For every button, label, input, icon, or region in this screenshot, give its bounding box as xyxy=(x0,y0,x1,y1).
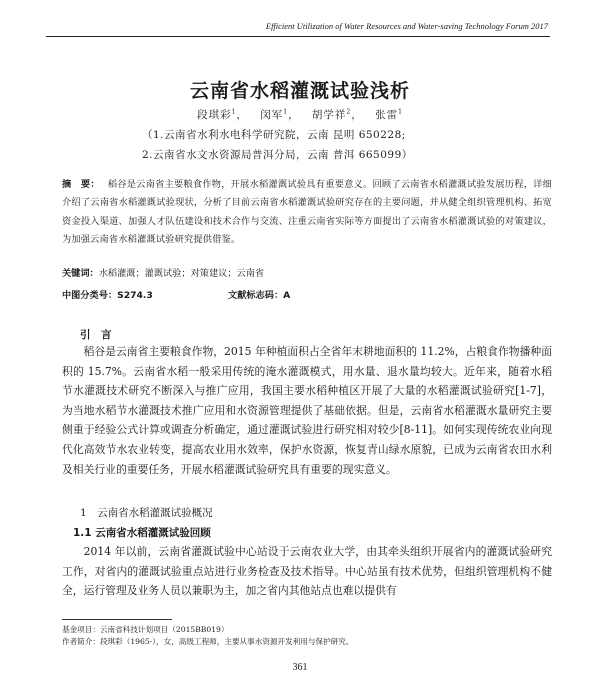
section-heading-intro: 引 言 xyxy=(80,329,112,341)
author-list xyxy=(0,107,600,122)
journal-header: Efficient Utilization of Water Resources and Water-saving Technology Forum 2017 xyxy=(265,21,548,31)
author: 段琪彩$^1$， xyxy=(197,108,248,121)
clc-number: 中图分类号：S274.3 xyxy=(62,290,153,301)
author: 张雷$^1$ xyxy=(375,108,403,121)
abstract-text: 稻谷是云南省主要粮食作物，开展水稻灌溉试验具有重要意义。回顾了云南省水稻灌溉试验发展历程，详细介绍了云南省水稻灌溉试验现状，分析了目前云南省水稻灌溉试验研究存在的主要问题，并从健全组织管理机构、拓宽资金投入渠道、加强人才队伍建设和技术合作与交流、注重云南省实际等方面提出了云南省水稻灌溉试验的对策建议，为加强云南省水稻灌溉试验研究提供借鉴。 xyxy=(62,179,552,245)
header-rule xyxy=(46,36,550,37)
footnote-author-bio: 作者简介：段琪彩（1965-），女，高级工程师，主要从事水资源开发利用与保护研究。 xyxy=(62,637,354,646)
abstract xyxy=(62,176,552,249)
keywords xyxy=(62,265,264,279)
classification-line xyxy=(62,287,290,301)
page-number: 361 xyxy=(292,662,308,673)
subsection-heading-1-1: 1.1 云南省水稻灌溉试验回顾 xyxy=(73,527,211,539)
affiliation: 2.云南省水文水资源局普洱分局，云南 普洱 665099） xyxy=(142,149,413,161)
author: 闵军$^1$， xyxy=(260,108,300,121)
document-code: 文献标志码：A xyxy=(228,290,291,301)
intro-paragraph: 稻谷是云南省主要粮食作物，2015 年种植面积占全省年末耕地面积的 11.2%，占粮食作物播种面积的 15.7%。云南省水稻一般采用传统的淹水灌溉模式，用水量、退水量均较大。近年来，随着水稻节水灌溉技术研究不断深入与推广应用，我国主要水稻种植区开展了大量的水稻灌溉试验研究[1-7]，为当地水稻节水灌溉技术推广应用和水资源管理提供了基础依据。但是，云南省水稻灌溉水量研究主要侧重于经验公式计算或调查分析确定，通过灌溉试验进行研究相对较少[8-11]。如何实现传统农业向现代化高效节水农业转变，提高农业用水效率，保护水资源，恢复青山绿水原貌，已成为云南省农田水利及相关行业的重要任务，开展水稻灌溉试验研究具有重要的现实意义。 xyxy=(62,345,552,476)
section-heading-1: 1 云南省水稻灌溉试验概况 xyxy=(80,507,213,519)
paper-title: 云南省水稻灌溉试验浅析 xyxy=(189,80,410,102)
footnote-funding: 基金项目：云南省科技计划项目（2015BB019） xyxy=(62,625,229,634)
author: 胡学祥$^2$， xyxy=(311,108,363,121)
keywords-text: 水稻灌溉；灌溉试验；对策建议；云南省 xyxy=(98,268,265,279)
keywords-label: 关键词： xyxy=(62,268,99,279)
footnote-rule xyxy=(62,619,172,620)
subsection-paragraph: 2014 年以前，云南省灌溉试验中心站设于云南农业大学，由其牵头组织开展省内的灌溉试验研究工作，对省内的灌溉试验重点站进行业务检查及技术指导。中心站虽有技术优势，但组织管理机构不健全，运行管理及业务人员以兼职为主，加之省内其他站点也难以提供有 xyxy=(62,545,552,598)
affiliation: （1.云南省水利水电科学研究院，云南 昆明 650228; xyxy=(142,129,406,141)
abstract-label: 摘 要： xyxy=(62,179,100,190)
